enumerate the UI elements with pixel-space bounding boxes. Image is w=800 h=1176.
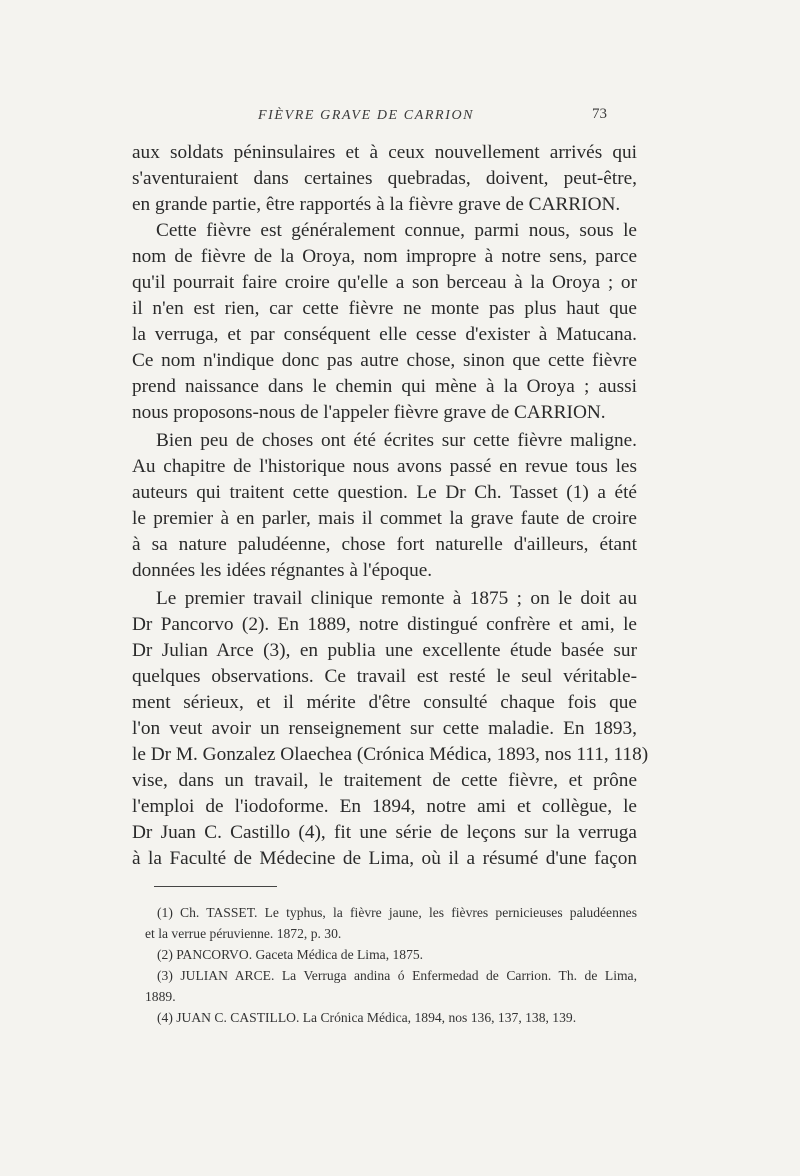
footnote-1-cont: et la verrue péruvienne. 1872, p. 30. bbox=[145, 926, 342, 941]
text-line: auteurs qui traitent cette question. Le Dr Ch. Tasset (1) a été bbox=[132, 482, 637, 503]
text-line: le premier à en parler, mais il commet la grave faute de croire bbox=[132, 508, 637, 529]
text-line: la verruga, et par conséquent elle cesse d'exister à Matucana. bbox=[132, 324, 637, 345]
text-line: Ce nom n'indique donc pas autre chose, sinon que cette fièvre bbox=[132, 350, 637, 371]
text-line: Dr Pancorvo (2). En 1889, notre distingué confrère et ami, le bbox=[132, 614, 637, 635]
footnote-3: (3) JULIAN ARCE. La Verruga andina ó Enfermedad de Carrion. Th. de Lima, bbox=[157, 968, 637, 983]
text-line: l'emploi de l'iodoforme. En 1894, notre ami et collègue, le bbox=[132, 796, 637, 817]
text-line: il n'en est rien, car cette fièvre ne monte pas plus haut que bbox=[132, 298, 637, 319]
footnote-rule bbox=[154, 886, 277, 887]
footnote-1: (1) Ch. TASSET. Le typhus, la fièvre jaune, les fièvres pernicieuses paludéennes bbox=[157, 905, 637, 920]
text-line: Dr Julian Arce (3), en publia une excellente étude basée sur bbox=[132, 640, 637, 661]
text-line: vise, dans un travail, le traitement de cette fièvre, et prône bbox=[132, 770, 637, 791]
running-title: FIÈVRE GRAVE DE CARRION bbox=[258, 108, 475, 123]
text-line: nous proposons-nous de l'appeler fièvre grave de CARRION. bbox=[132, 402, 606, 423]
text-line: qu'il pourrait faire croire qu'elle a son berceau à la Oroya ; or bbox=[132, 272, 637, 293]
text-line: ment sérieux, et il mérite d'être consulté chaque fois que bbox=[132, 692, 637, 713]
text-line: l'on veut avoir un renseignement sur cette maladie. En 1893, bbox=[132, 718, 637, 739]
footnote-4: (4) JUAN C. CASTILLO. La Crónica Médica, 1894, nos 136, 137, 138, 139. bbox=[157, 1010, 577, 1025]
text-line: à sa nature paludéenne, chose fort naturelle d'ailleurs, étant bbox=[132, 534, 637, 555]
text-line: à la Faculté de Médecine de Lima, où il a résumé d'une façon bbox=[132, 848, 637, 869]
text-line: Cette fièvre est généralement connue, parmi nous, sous le bbox=[156, 220, 637, 241]
text-line: Bien peu de choses ont été écrites sur cette fièvre maligne. bbox=[156, 430, 637, 451]
text-line: le Dr M. Gonzalez Olaechea (Crónica Médica, 1893, nos 111, 118) bbox=[132, 744, 649, 765]
text-line: s'aventuraient dans certaines quebradas, doivent, peut-être, bbox=[132, 168, 637, 189]
body-text bbox=[132, 140, 649, 872]
running-head bbox=[0, 108, 800, 132]
text-line: prend naissance dans le chemin qui mène à la Oroya ; aussi bbox=[132, 376, 637, 397]
page-number: 73 bbox=[592, 106, 607, 122]
footnotes bbox=[145, 902, 637, 1028]
text-line: Dr Juan C. Castillo (4), fit une série de leçons sur la verruga bbox=[132, 822, 637, 843]
text-line: nom de fièvre de la Oroya, nom impropre à notre sens, parce bbox=[132, 246, 637, 267]
text-line: aux soldats péninsulaires et à ceux nouvellement arrivés qui bbox=[132, 142, 637, 163]
text-line: quelques observations. Ce travail est resté le seul véritable- bbox=[132, 666, 637, 687]
text-line: Le premier travail clinique remonte à 1875 ; on le doit au bbox=[156, 588, 637, 609]
text-line: données les idées régnantes à l'époque. bbox=[132, 560, 433, 581]
footnote-3-cont: 1889. bbox=[145, 989, 176, 1004]
text-line: Au chapitre de l'historique nous avons passé en revue tous les bbox=[132, 456, 637, 477]
footnote-2: (2) PANCORVO. Gaceta Médica de Lima, 1875. bbox=[157, 947, 424, 962]
text-line: en grande partie, être rapportés à la fièvre grave de CARRION. bbox=[132, 194, 621, 215]
